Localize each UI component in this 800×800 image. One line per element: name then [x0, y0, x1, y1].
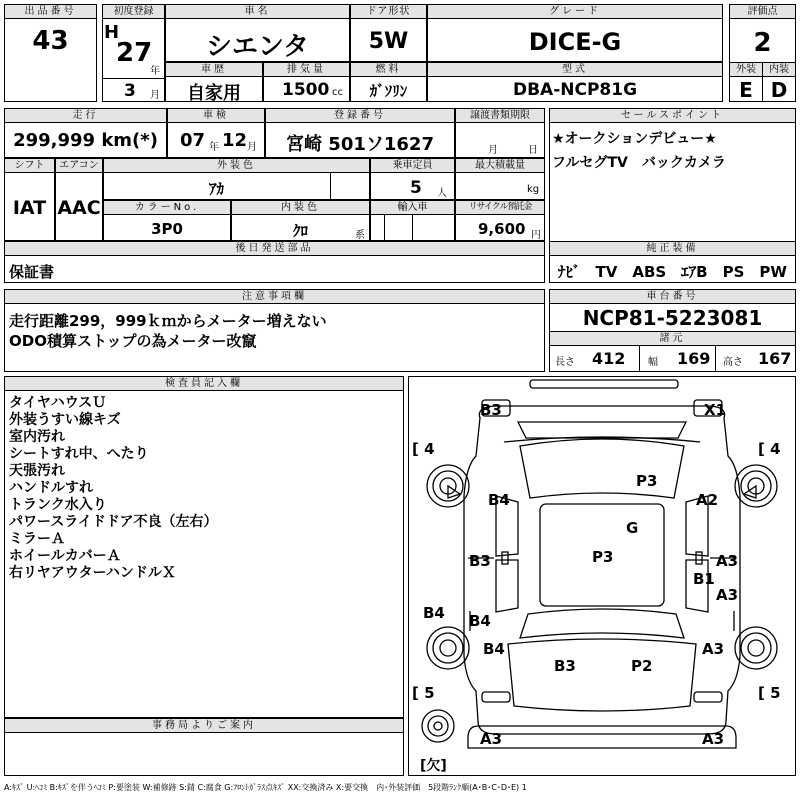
insp-month: 12: [222, 130, 248, 151]
inspector-note: タイヤハウスＵ: [9, 395, 107, 411]
damage-mark: P2: [631, 657, 653, 675]
color-no-label: カラーNo.: [103, 200, 231, 215]
inspector-note: パワースライドドア不良（左右）: [9, 514, 218, 530]
recycle-label: リサイクル預託金: [455, 200, 545, 215]
reg-year: 27: [116, 38, 153, 68]
shift-label: シフト: [4, 158, 55, 173]
damage-mark: B4: [483, 640, 505, 658]
damage-mark: B4: [488, 491, 510, 509]
ext-grade: E: [739, 78, 753, 102]
inspector-note: シートすれ中、へたり: [9, 446, 149, 462]
month-unit: 月: [150, 90, 160, 101]
later-parts-label: 後日発送部品: [4, 241, 545, 256]
ac: AAC: [57, 197, 101, 219]
spec-label: 諸元: [549, 331, 796, 346]
recycle-unit: 円: [531, 230, 541, 241]
inspector-note: ホイールカバーＡ: [9, 548, 121, 564]
note-2: ODO積算ストップの為メーター改竄: [9, 332, 257, 350]
damage-mark: X1: [704, 401, 727, 419]
damage-mark: A3: [480, 730, 503, 748]
fuel: ｶﾞｿﾘﾝ: [369, 82, 408, 100]
damage-mark: A2: [696, 491, 719, 509]
first-reg-label: 初度登録: [102, 4, 165, 19]
capacity-unit: 人: [437, 188, 447, 199]
damage-mark: A3: [716, 552, 739, 570]
shift: IAT: [12, 197, 47, 219]
later-parts: 保証書: [9, 263, 55, 281]
damage-mark: B4: [423, 604, 445, 622]
insp-year-unit: 年: [209, 142, 219, 153]
import-label: 輸入車: [370, 200, 455, 215]
sales-point-1: ★オークションデビュー★: [552, 131, 717, 147]
int-color: ｸﾛ: [292, 222, 308, 240]
damage-mark: B3: [554, 657, 576, 675]
car-name: シエンタ: [206, 32, 309, 62]
int-grade-label: 内装: [762, 62, 796, 77]
damage-mark: A3: [716, 586, 739, 604]
length: 412: [592, 349, 626, 368]
score: 2: [753, 28, 772, 58]
damage-mark: A3: [702, 640, 725, 658]
color-no: 3P0: [151, 220, 183, 238]
door-type: 5W: [368, 29, 409, 54]
width-label: 幅: [648, 357, 658, 368]
inspector-notes: [9, 395, 217, 582]
grade: DICE-G: [528, 28, 622, 56]
equipment-label: 純正装備: [549, 241, 796, 256]
history-label: 車歴: [165, 62, 263, 77]
year-unit: 年: [150, 66, 160, 77]
lot-no-label: 出品番号: [4, 4, 97, 19]
damage-mark: B4: [469, 612, 491, 630]
damage-mark: B3: [469, 552, 491, 570]
spare-tire-label: [欠]: [420, 758, 447, 774]
door-label: ドア形状: [350, 4, 427, 19]
damage-mark: B1: [693, 570, 715, 588]
int-color-unit: 系: [355, 230, 365, 241]
reg-month: 3: [124, 81, 136, 101]
int-grade: D: [770, 78, 788, 102]
inspector-note: 右リヤアウターハンドルＸ: [9, 565, 176, 581]
displacement-label: 排気量: [263, 62, 350, 77]
model: DBA-NCP81G: [512, 80, 638, 100]
score-label: 評価点: [729, 4, 796, 19]
inspection-label: 車検: [167, 108, 265, 123]
max-load-label: 最大積載量: [455, 158, 545, 173]
inspector-note: 室内汚れ: [9, 429, 65, 445]
notes-label: 注意事項欄: [4, 289, 545, 304]
car-name-label: 車名: [165, 4, 350, 19]
note-1: 走行距離299，999ｋｍからメーター増えない: [9, 312, 327, 330]
max-load-unit: kg: [527, 184, 540, 195]
sales-point-2: フルセグTV バックカメラ: [552, 155, 726, 171]
inspector-note: ハンドルすれ: [9, 480, 93, 496]
displacement: 1500: [282, 80, 330, 100]
capacity: 5: [410, 178, 422, 198]
mileage-label: 走行: [4, 108, 167, 123]
transfer-day: 日: [528, 145, 538, 156]
legend: A:ｷｽﾞ U:ﾍｺﾐ B:ｷｽﾞを伴うﾍｺﾐ P:要塗装 W:補修跡 S:錆 C:腐食 G:ﾌﾛﾝﾄｶﾞﾗｽ点ｷｽﾞ XX:交換済み X:要交換 内･外装評価 5段階ﾗﾝｸ順(A･B･C･D･E) 1: [4, 783, 527, 792]
lot-no: 43: [32, 26, 69, 56]
tire-fr-label: [ 4: [758, 440, 781, 458]
ext-color-label: 外装色: [103, 158, 370, 173]
ext-color: ｱｶ: [208, 180, 224, 198]
inspector-note: トランク水入り: [9, 497, 107, 513]
transfer-label: 譲渡書類期限: [455, 108, 545, 123]
recycle: 9,600: [478, 220, 526, 238]
history: 自家用: [187, 83, 241, 104]
height-label: 高さ: [723, 357, 743, 368]
damage-mark: P3: [636, 472, 658, 490]
tire-rr-label: [ 5: [758, 684, 781, 702]
cc-unit: cc: [332, 87, 343, 98]
transfer-month: 月: [488, 145, 498, 156]
insp-month-unit: 月: [247, 142, 257, 153]
mileage: 299,999 km(*): [13, 130, 158, 151]
chassis-no: NCP81-5223081: [582, 306, 763, 330]
ac-label: エアコン: [55, 158, 103, 173]
int-color-label: 内装色: [231, 200, 370, 215]
inspector-label: 検査員記入欄: [4, 376, 404, 391]
inspector-note: 天張汚れ: [9, 463, 65, 479]
capacity-label: 乗車定員: [370, 158, 455, 173]
height: 167: [758, 349, 792, 368]
sales-point-label: セールスポイント: [549, 108, 796, 123]
damage-mark: A3: [702, 730, 725, 748]
model-label: 型式: [427, 62, 723, 77]
reg-no: 宮崎 501ソ1627: [286, 134, 434, 155]
tire-fl-label: [ 4: [412, 440, 435, 458]
width: 169: [677, 349, 711, 368]
grade-label: グレード: [427, 4, 723, 19]
equipment: ﾅﾋﾞ TV ABS ｴｱB PS PW: [558, 263, 787, 281]
ext-grade-label: 外装: [729, 62, 763, 77]
inspector-note: ミラーＡ: [9, 531, 65, 547]
length-label: 長さ: [555, 357, 575, 368]
damage-mark: B3: [480, 401, 502, 419]
inspector-note: 外装うすい線キズ: [9, 412, 121, 428]
fuel-label: 燃料: [350, 62, 427, 77]
office-label: 事務局よりご案内: [4, 718, 404, 733]
insp-year: 07: [180, 130, 206, 151]
car-diagram: [408, 376, 796, 776]
chassis-label: 車台番号: [549, 289, 796, 304]
tire-rl-label: [ 5: [412, 684, 435, 702]
reg-no-label: 登録番号: [265, 108, 455, 123]
damage-mark: G: [626, 519, 639, 537]
damage-mark: P3: [592, 548, 614, 566]
era: H: [104, 22, 120, 43]
